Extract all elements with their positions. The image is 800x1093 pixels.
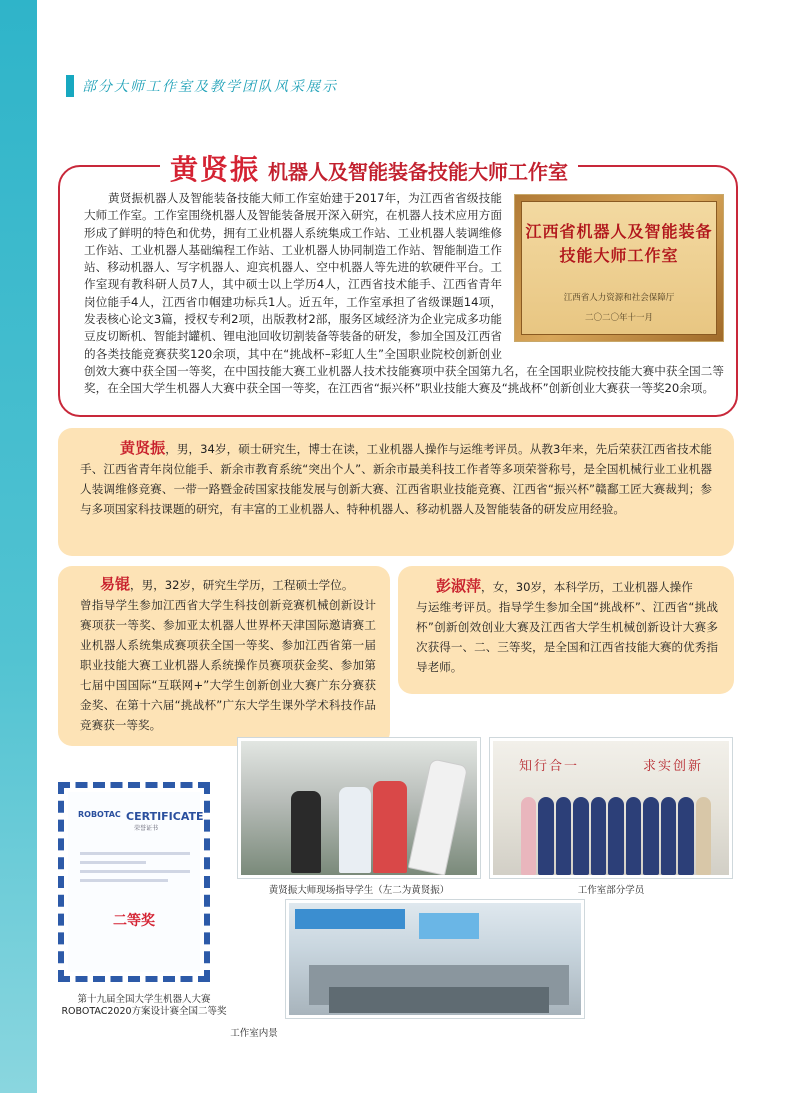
plaque-inner xyxy=(521,201,717,335)
person-figure xyxy=(291,791,321,873)
certificate-image xyxy=(58,782,210,982)
photo-caption: 工作室部分学员 xyxy=(577,885,645,896)
certificate-text-lines xyxy=(80,852,190,888)
studio-master-name: 黄贤振 xyxy=(170,153,261,186)
robot-arm-icon xyxy=(408,758,468,875)
studio-title-rest: 机器人及智能装备技能大师工作室 xyxy=(268,160,569,184)
person-figure xyxy=(373,781,407,873)
bio-head-text: ，女，30岁，本科学历，工业机器人操作 xyxy=(481,580,693,594)
photo-caption: 工作室内景 xyxy=(230,1028,278,1039)
person-figure xyxy=(339,787,371,873)
plaque-date: 二〇二〇年十一月 xyxy=(584,313,653,324)
banner-slogan-right: 求实创新 xyxy=(643,759,704,774)
bio-text: 与运维考评员。指导学生参加全国“挑战杯”、江西省“挑战杯”创新创效创业大赛及江西省大学生机械创新设计大赛多次获得一、二、三等奖，是全国和江西省技能大赛的优秀指导老师。 xyxy=(416,600,718,674)
bio-yi xyxy=(58,566,390,746)
bio-head xyxy=(416,576,718,597)
left-sidebar-band xyxy=(0,0,37,1093)
wall-banner xyxy=(419,913,479,939)
studio-title xyxy=(160,148,578,188)
students-row xyxy=(521,797,711,875)
bio-peng xyxy=(398,566,734,694)
bio-text: 曾指导学生参加江西省大学生科技创新竞赛机械创新设计赛项获一等奖、参加亚太机器人世界杯天津国际邀请赛工业机器人系统集成赛项获全国一等奖、参加江西省第一届职业技能大赛工业机器人系统操作员赛项获金奖、参加第七届中国国际“互联网+”大学生创新创业大赛广东分赛获金奖、在第十六届“挑战杯”广东大学生课外学术科技作品竞赛获一等奖。 xyxy=(80,598,376,732)
studio-intro xyxy=(84,190,724,398)
bio-text: ，男，34岁，硕士研究生，博士在读，工业机器人操作与运维考评员。从教3年来，先后荣获江西省技术能手、江西省青年岗位能手、新余市教育系统“突出个人”、新余市最美科技工作者等多项荣誉称号，是全国机械行业工业机器人装调维修竞赛、一带一路暨金砖国家技能发展与创新大赛、江西省职业技能竞赛、江西省“振兴杯”赣鄱工匠大赛裁判；参与多项国家科技课题的研究，有丰富的工业机器人、特种机器人、移动机器人及智能装备的研发应用经验。 xyxy=(80,442,712,516)
plaque-title-line1: 江西省机器人及智能装备 xyxy=(525,222,713,241)
bio-name: 黄贤振 xyxy=(120,439,166,457)
banner-slogan-left: 知行合一 xyxy=(519,759,580,774)
certificate-caption xyxy=(44,994,244,1018)
photo-master-guiding xyxy=(238,738,480,878)
certificate-prize: 二等奖 xyxy=(113,913,155,929)
workbench-row xyxy=(329,987,549,1013)
plaque-title-line2: 技能大师工作室 xyxy=(559,246,679,265)
header-accent-bar xyxy=(66,75,74,97)
page-header-title: 部分大师工作室及教学团队风采展示 xyxy=(82,79,338,95)
bio-head xyxy=(80,574,376,595)
bio-name: 易锟 xyxy=(100,575,131,593)
certificate-paper xyxy=(68,792,204,972)
wall-banner xyxy=(295,909,405,929)
certificate-caption-line2: ROBOTAC2020方案设计赛全国二等奖 xyxy=(61,1006,227,1017)
robotac-logo: ROBOTAC xyxy=(78,810,121,819)
certificate-subtitle: 荣誉证书 xyxy=(134,825,159,832)
bio-name: 彭淑萍 xyxy=(436,577,482,595)
plaque-issuer: 江西省人力资源和社会保障厅 xyxy=(563,293,675,303)
photo-caption: 黄贤振大师现场指导学生（左二为黄贤振） xyxy=(268,885,450,896)
photo-studio-interior xyxy=(286,900,584,1018)
bio-huang xyxy=(58,428,734,556)
bio-head-text: ，男，32岁，研究生学历，工程硕士学位。 xyxy=(130,578,354,592)
studio-intro-text: 黄贤振机器人及智能装备技能大师工作室始建于2017年，为江西省省级技能大师工作室。工作室围绕机器人及智能装备展开深入研究，在机器人技术应用方面形成了鲜明的特色和优势，拥有工业机器人系统集成工作站、工业机器人装调维修工作站、工业机器人基础编程工作站、工业机器人协同制造工作站、智能制造工作站、移动机器人、写字机器人、迎宾机器人、空中机器人等先进的软硬件平台。工作室现有教科研人员7人，其中硕士以上学历4人，江西省技术能手、江西省青年岗位能手4人，江西省巾帼建功标兵1人。近五年，工作室承担了省级课题14项，发表核心论文3篇，授权专利2项，出版教材2部，服务区域经济为企业完成多功能豆皮切断机、智能封罐机、锂电池回收切割装备等装备的研发，参加全国及江西省的各类技能竞赛获奖120余项，其中在“挑战杯–彩虹人生”全国职业院校创新创业创效大赛中获全国一等奖，在中国技能大赛工业机器人技术技能赛项中获全国第九名，在全国职业院校技能大赛中获全国二等奖，在全国大学生机器人大赛中获全国一等奖，在江西省“振兴杯”职业技能大赛及“挑战杯”创新创业大赛获一等奖20余项。 xyxy=(84,191,724,396)
photo-students-group xyxy=(490,738,732,878)
certificate-caption-line1: 第十九届全国大学生机器人大赛 xyxy=(77,994,211,1005)
certificate-title: CERTIFICATE xyxy=(126,810,204,823)
studio-plaque xyxy=(514,194,724,342)
